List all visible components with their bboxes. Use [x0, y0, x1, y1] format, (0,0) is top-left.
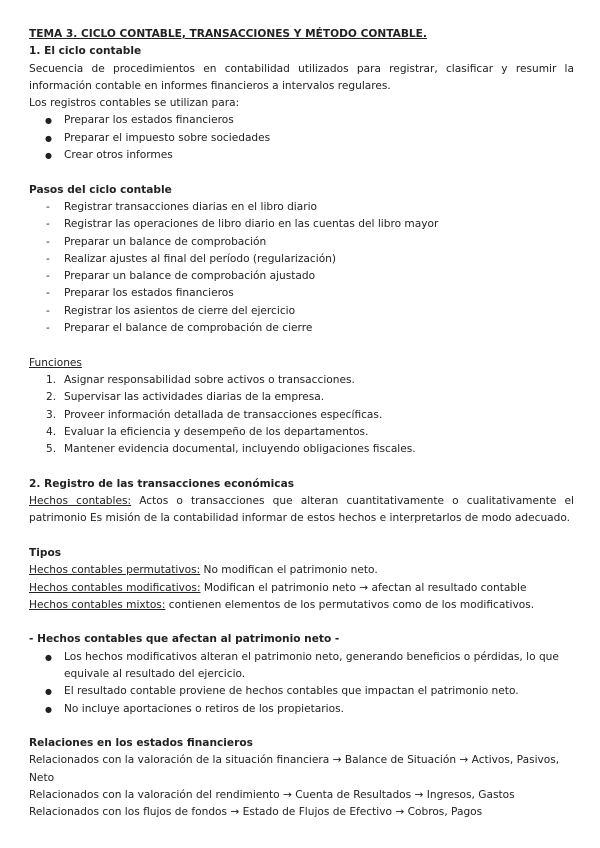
tipos-heading: Tipos — [29, 546, 62, 559]
uses-list — [29, 112, 574, 164]
list-item: 4. Evaluar la eficiencia y desempeño de los departamentos. — [46, 425, 369, 438]
list-item: 1. Asignar responsabilidad sobre activos o transacciones. — [46, 373, 355, 386]
list-item: - Registrar los asientos de cierre del ejercicio — [29, 303, 574, 320]
list-item: ● Crear otros informes — [29, 147, 574, 164]
uses-label: Los registros contables se utilizan para: — [29, 97, 240, 110]
section-2-heading: 2. Registro de las transacciones económicas — [29, 477, 295, 490]
list-item: - Registrar transacciones diarias en el libro diario — [29, 199, 574, 216]
afectan-heading: - Hechos contables que afectan al patrimonio neto - — [29, 633, 340, 646]
relacion-line: Relacionados con los flujos de fondos → Estado de Flujos de Efectivo → Cobros, Pagos — [29, 806, 483, 819]
tipo-modificativos: Hechos contables modificativos: Modifican el patrimonio neto → afectan al resultado contable — [29, 581, 527, 594]
list-item: ● Preparar el impuesto sobre sociedades — [29, 130, 574, 147]
list-item: - Preparar los estados financieros — [29, 285, 574, 302]
pasos-list — [29, 199, 574, 337]
document-title: TEMA 3. CICLO CONTABLE, TRANSACCIONES Y MÉTODO CONTABLE. — [29, 28, 427, 40]
dash-marker: - — [46, 287, 50, 300]
list-item: ● El resultado contable proviene de hechos contables que impactan el patrimonio neto. — [29, 683, 574, 700]
funciones-list — [29, 372, 574, 458]
relacion-line: Relacionados con la valoración de la situación financiera → Balance de Situación → Activos, Pasivos, Neto — [29, 754, 560, 784]
dash-marker: - — [46, 322, 50, 335]
section-1-heading: 1. El ciclo contable — [29, 45, 142, 58]
hechos-label: Hechos contables: — [29, 495, 132, 508]
list-item: ● Preparar los estados financieros — [29, 112, 574, 129]
pasos-heading: Pasos del ciclo contable — [29, 183, 172, 196]
list-item: - Preparar un balance de comprobación ajustado — [29, 268, 574, 285]
list-item: 2. Supervisar las actividades diarias de la empresa. — [46, 391, 325, 404]
list-item: 5. Mantener evidencia documental, incluyendo obligaciones fiscales. — [46, 443, 416, 456]
list-item: ● No incluye aportaciones o retiros de los propietarios. — [29, 701, 574, 718]
list-item: - Preparar un balance de comprobación — [29, 234, 574, 251]
dash-marker: - — [46, 270, 50, 283]
funciones-heading: Funciones — [29, 356, 82, 369]
list-item: - Registrar las operaciones de libro diario en las cuentas del libro mayor — [29, 216, 574, 233]
tipo-permutativos: Hechos contables permutativos: No modifican el patrimonio neto. — [29, 564, 378, 577]
dash-marker: - — [46, 200, 50, 213]
relaciones-heading: Relaciones en los estados financieros — [29, 737, 253, 750]
dash-marker: - — [46, 304, 50, 317]
list-item: - Preparar el balance de comprobación de cierre — [29, 320, 574, 337]
dash-marker: - — [46, 252, 50, 265]
list-item: - Realizar ajustes al final del período (regularización) — [29, 251, 574, 268]
tipo-mixtos: Hechos contables mixtos: contienen elementos de los permutativos como de los modificativos. — [29, 598, 535, 611]
dash-marker: - — [46, 218, 50, 231]
relacion-line: Relacionados con la valoración del rendimiento → Cuenta de Resultados → Ingresos, Gastos — [29, 789, 515, 802]
afectan-list — [29, 649, 574, 718]
dash-marker: - — [46, 235, 50, 248]
document-page — [29, 26, 574, 822]
hechos-contables-definition: Hechos contables: Actos o transacciones que alteran cuantitativamente o cualitativamente el patrimonio Es misión de la contabilidad informar de estos hechos e interpretarlos de modo adecuado. — [29, 495, 574, 525]
list-item: 3. Proveer información detallada de transacciones específicas. — [46, 408, 383, 421]
list-item: ● Los hechos modificativos alteran el patrimonio neto, generando beneficios o pérdidas, lo que equivale al resultado del ejercicio. — [29, 649, 574, 684]
ciclo-definition: Secuencia de procedimientos en contabilidad utilizados para registrar, clasificar y resumir la información contable en informes financieros a intervalos regulares. — [29, 62, 574, 92]
